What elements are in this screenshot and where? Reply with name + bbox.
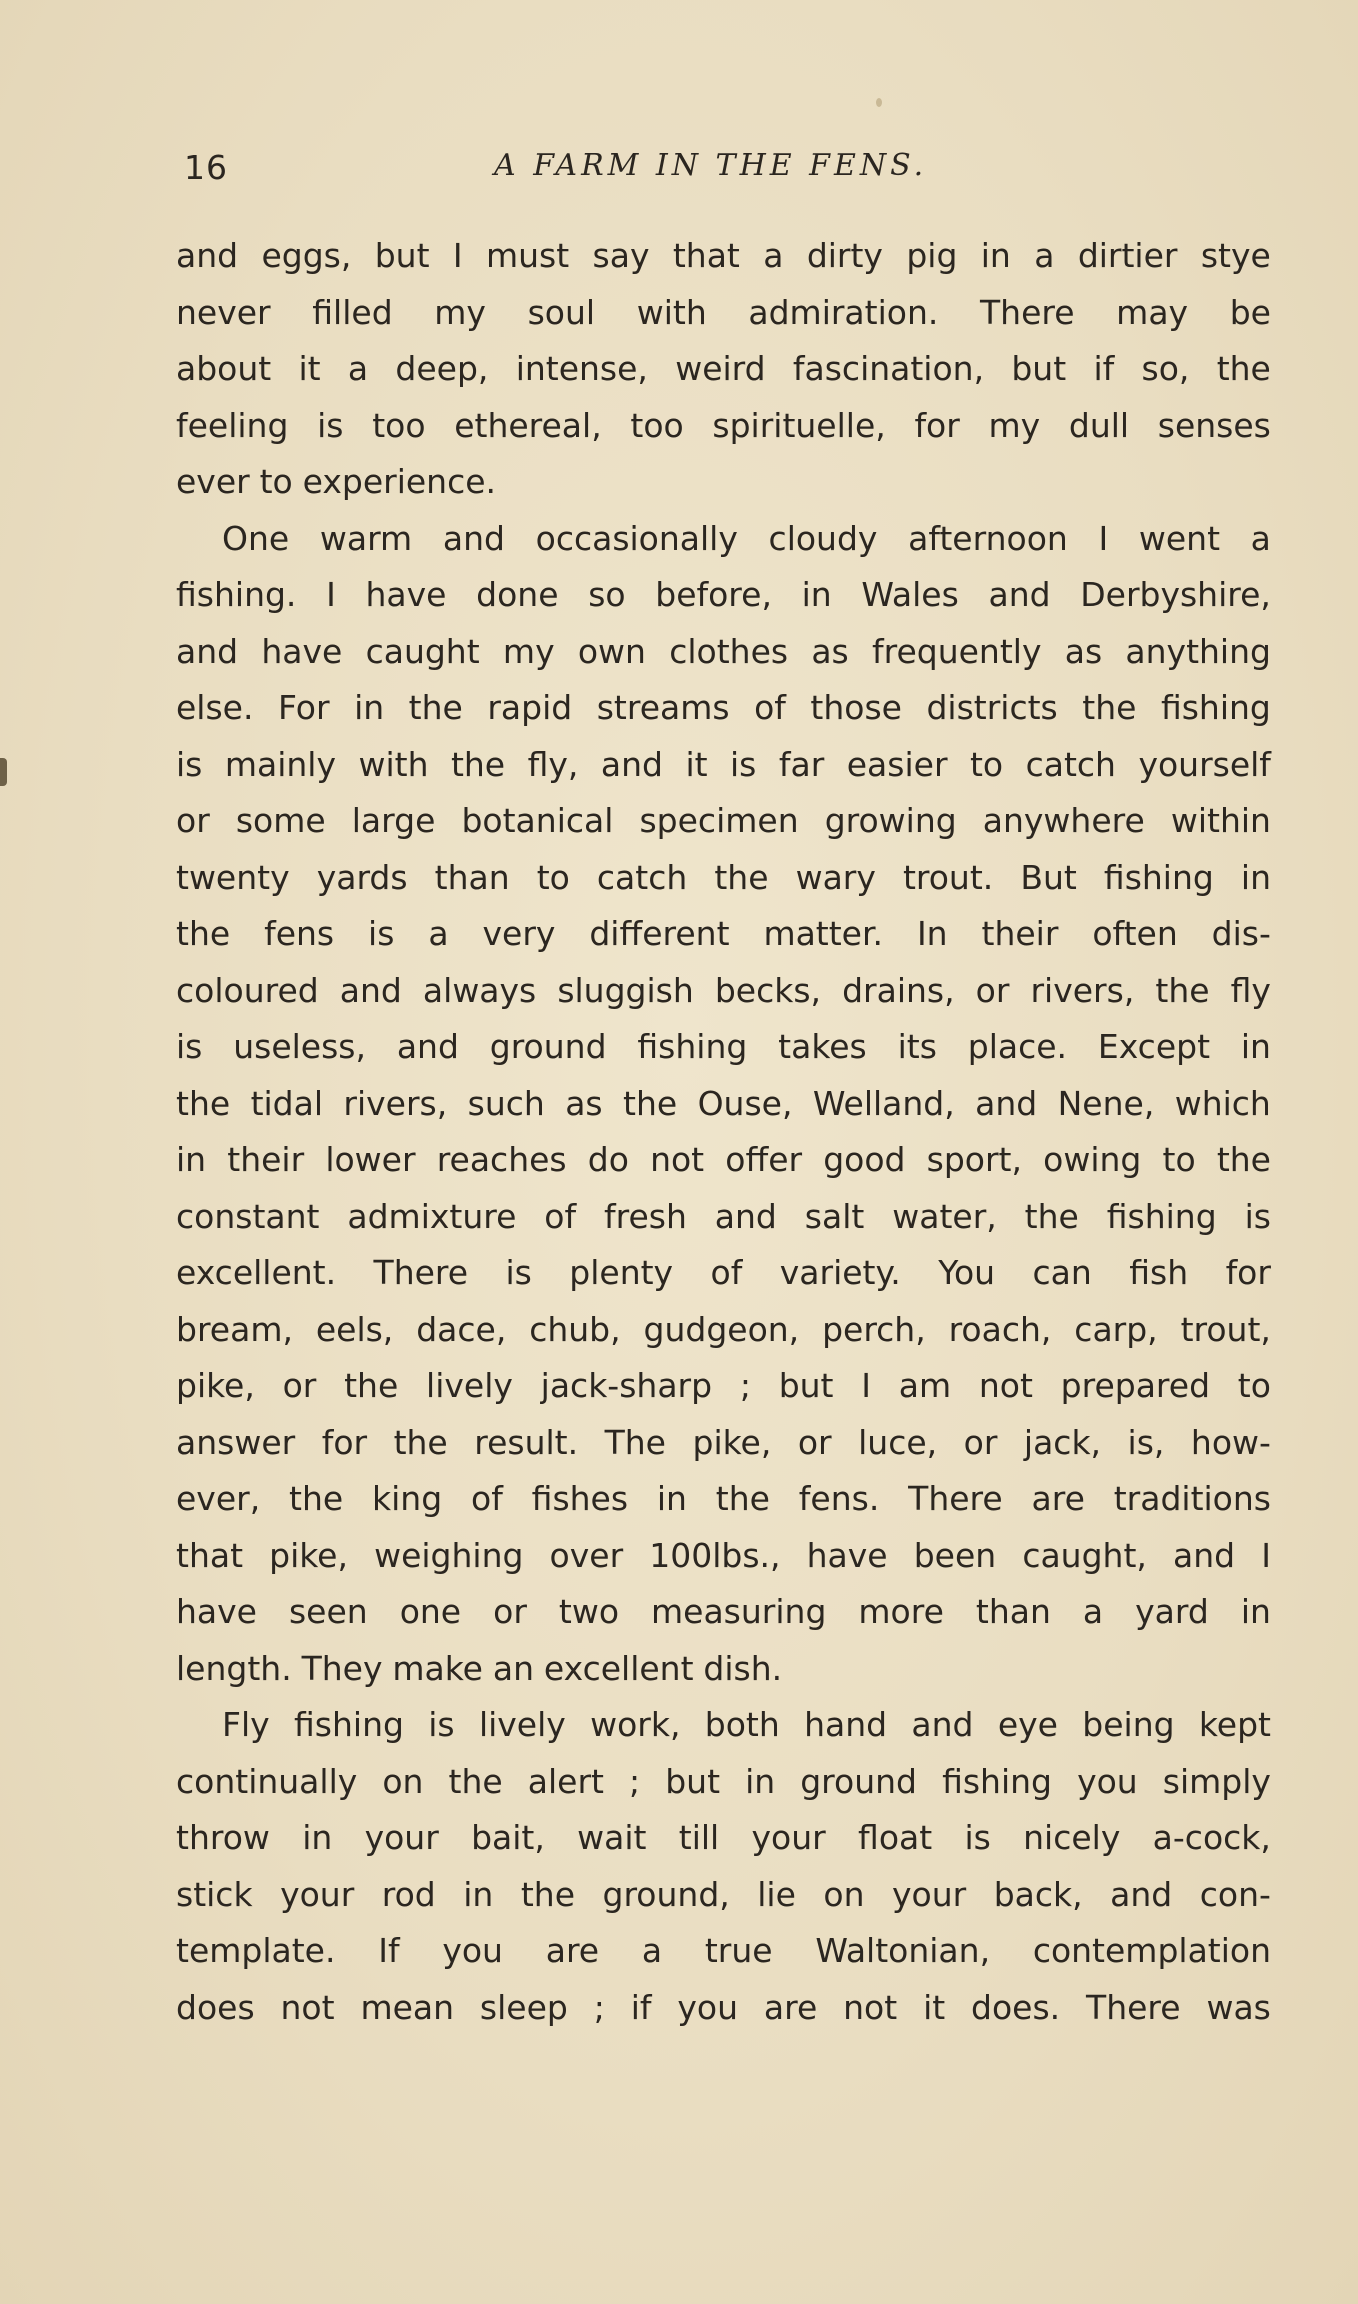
text-line: and have caught my own clothes as frequently as anything bbox=[176, 631, 1271, 671]
text-line: throw in your bait, wait till your float is nicely a-cock, bbox=[176, 1818, 1271, 1857]
text-line: template. If you are a true Waltonian, contemplation bbox=[176, 1931, 1271, 1970]
text-line: continually on the alert ; but in ground fishing you simply bbox=[176, 1761, 1271, 1801]
text-line: answer for the result. The pike, or luce, or jack, is, how- bbox=[176, 1422, 1271, 1462]
text-line: that pike, weighing over 100lbs., have been caught, and I bbox=[176, 1535, 1271, 1575]
text-line: stick your rod in the ground, lie on your back, and con- bbox=[176, 1874, 1271, 1914]
text-line: feeling is too ethereal, too spirituelle, for my dull senses bbox=[176, 405, 1271, 445]
text-line: the tidal rivers, such as the Ouse, Welland, and Nene, which bbox=[176, 1083, 1271, 1123]
text-line: excellent. There is plenty of variety. You can fish for bbox=[176, 1253, 1271, 1292]
text-line: does not mean sleep ; if you are not it does. There was bbox=[176, 1987, 1271, 2027]
text-line: constant admixture of fresh and salt water, the fishing is bbox=[176, 1196, 1271, 1236]
text-line: bream, eels, dace, chub, gudgeon, perch, roach, carp, trout, bbox=[176, 1309, 1271, 1349]
text-line: pike, or the lively jack-sharp ; but I am not prepared to bbox=[176, 1366, 1271, 1405]
text-line: about it a deep, intense, weird fascination, but if so, the bbox=[176, 349, 1271, 388]
text-line: in their lower reaches do not offer good sport, owing to the bbox=[176, 1140, 1271, 1179]
margin-mark bbox=[0, 758, 7, 786]
page-number: 16 bbox=[184, 148, 228, 187]
running-title: A FARM IN THE FENS. bbox=[494, 148, 928, 183]
text-line: the fens is a very different matter. In their often dis- bbox=[176, 914, 1271, 953]
text-line: Fly fishing is lively work, both hand and eye being kept bbox=[222, 1705, 1271, 1744]
text-line: or some large botanical specimen growing anywhere within bbox=[176, 801, 1271, 840]
text-line: coloured and always sluggish becks, drains, or rivers, the fly bbox=[176, 970, 1271, 1010]
text-line: length. They make an excellent dish. bbox=[176, 1648, 783, 1688]
text-line: fishing. I have done so before, in Wales and Derbyshire, bbox=[176, 575, 1271, 614]
paper-speck bbox=[876, 98, 882, 107]
text-line: never filled my soul with admiration. There may be bbox=[176, 292, 1271, 332]
text-line: and eggs, but I must say that a dirty pig in a dirtier stye bbox=[176, 236, 1271, 275]
running-head bbox=[176, 148, 1271, 192]
text-line: is mainly with the fly, and it is far easier to catch yourself bbox=[176, 744, 1271, 784]
text-line: is useless, and ground fishing takes its place. Except in bbox=[176, 1027, 1271, 1066]
text-line: else. For in the rapid streams of those districts the fishing bbox=[176, 688, 1271, 727]
text-line: have seen one or two measuring more than a yard in bbox=[176, 1592, 1271, 1631]
text-line: One warm and occasionally cloudy afternoon I went a bbox=[222, 518, 1271, 558]
text-line: twenty yards than to catch the wary trout. But fishing in bbox=[176, 857, 1271, 897]
body-text bbox=[176, 228, 1271, 2036]
text-line: ever, the king of fishes in the fens. There are traditions bbox=[176, 1479, 1271, 1518]
text-line: ever to experience. bbox=[176, 462, 497, 501]
